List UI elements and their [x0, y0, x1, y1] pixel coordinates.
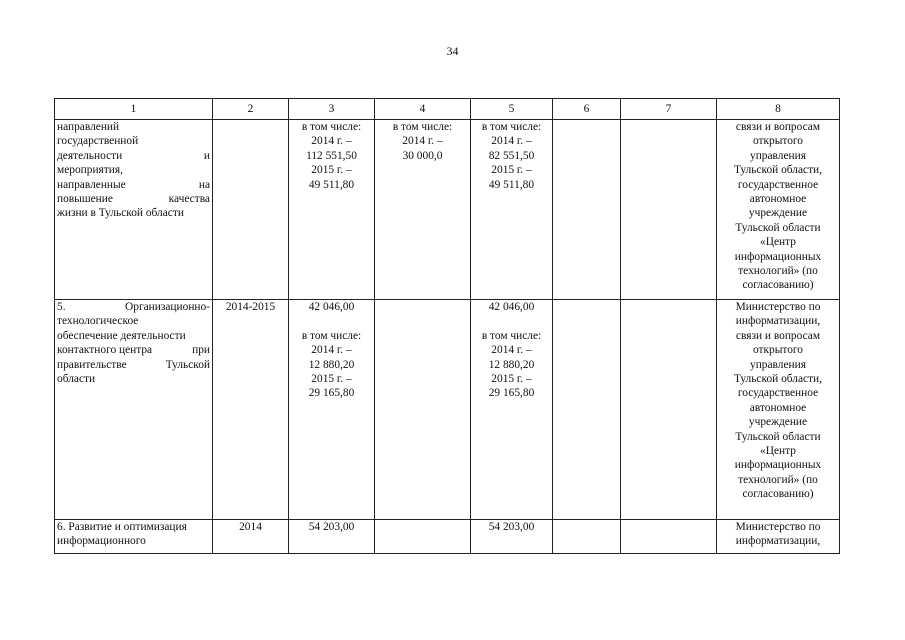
cell-line: «Центр: [760, 236, 796, 249]
cell-line: 2014 г. –: [311, 344, 352, 357]
cell-line: [57, 358, 210, 372]
cell-total-funding: [289, 300, 375, 520]
cell-line: автономное: [749, 401, 807, 414]
cell-word: правительстве: [57, 358, 127, 371]
header-cell: 1: [55, 99, 213, 120]
header-cell: 7: [621, 99, 717, 120]
cell-col7: [621, 300, 717, 520]
cell-total-funding: [289, 520, 375, 554]
cell-line: Министерство по: [735, 521, 821, 533]
cell-word: 5.: [57, 301, 66, 313]
amount-total: 54 203,00: [308, 521, 355, 533]
cell-line: 12 880,20: [308, 358, 355, 371]
cell-line: 29 165,80: [488, 387, 535, 400]
cell-line: 82 551,50: [488, 149, 535, 162]
cell-executor: [717, 120, 840, 300]
cell-line: 49 511,80: [308, 178, 355, 191]
table-row: [55, 120, 840, 300]
cell-line: в том числе:: [481, 329, 542, 342]
cell-line: учреждение: [748, 207, 808, 220]
cell-federal-funding: [375, 300, 471, 520]
cell-line: Тульской области: [735, 221, 821, 234]
cell-line: 30 000,0: [402, 149, 443, 162]
cell-regional-funding: [471, 520, 553, 554]
cell-line: 49 511,80: [488, 178, 535, 191]
cell-line: жизни в Тульской области: [57, 207, 184, 220]
cell-line: информатизации,: [735, 315, 821, 328]
cell-col7: [621, 120, 717, 300]
amount-total: 54 203,00: [488, 521, 535, 533]
cell-line: технологий» (по: [738, 265, 818, 278]
cell-line: управления: [750, 358, 806, 371]
cell-line: 2014 г. –: [402, 135, 443, 148]
cell-col6: [553, 300, 621, 520]
table-row: [55, 300, 840, 520]
cell-line: Тульской области,: [733, 164, 823, 177]
cell-line: мероприятия,: [57, 164, 123, 177]
program-table: [54, 98, 840, 554]
cell-line: Тульской области,: [733, 373, 823, 386]
cell-line: [57, 520, 210, 534]
cell-word: Организационно-: [125, 301, 210, 313]
cell-line: открытого: [752, 344, 803, 357]
cell-word: повышение: [57, 193, 113, 206]
cell-word: качества: [168, 193, 210, 206]
cell-line: государственное: [737, 387, 819, 400]
blank-line: [291, 314, 372, 328]
cell-line: [57, 343, 210, 357]
cell-executor: [717, 520, 840, 554]
cell-measure-name: [55, 300, 213, 520]
cell-line: технологий» (по: [738, 473, 818, 486]
cell-period: [213, 120, 289, 300]
blank-line: [473, 314, 550, 328]
cell-line: информационных: [734, 459, 822, 472]
cell-line: открытого: [752, 135, 803, 148]
table-header-row: [55, 99, 840, 120]
cell-line: согласованию): [742, 279, 814, 292]
cell-line: связи и вопросам: [735, 121, 821, 133]
cell-line: направлений: [57, 121, 120, 133]
cell-period: 2014: [213, 520, 289, 554]
cell-line: управления: [750, 149, 806, 162]
header-cell: 3: [289, 99, 375, 120]
cell-word: деятельности: [57, 149, 123, 162]
cell-word: и: [203, 149, 210, 162]
cell-line: 2015 г. –: [311, 164, 352, 177]
cell-line: Министерство по: [735, 301, 821, 313]
cell-measure-name: [55, 120, 213, 300]
cell-line: государственной: [57, 135, 139, 148]
cell-federal-funding: [375, 120, 471, 300]
page-number: 34: [446, 44, 459, 58]
cell-regional-funding: [471, 120, 553, 300]
cell-executor: [717, 300, 840, 520]
cell-line: области: [57, 373, 96, 386]
cell-line: 2015 г. –: [311, 373, 352, 386]
cell-line: в том числе:: [301, 329, 362, 342]
amount-total: 42 046,00: [488, 301, 535, 313]
cell-word: на: [198, 178, 210, 191]
cell-word: при: [192, 344, 210, 357]
cell-line: [57, 192, 210, 206]
cell-word: 6. Развитие и оптимизация: [57, 521, 187, 533]
cell-line: 2014 г. –: [491, 135, 532, 148]
cell-line: [57, 300, 210, 314]
header-cell: 4: [375, 99, 471, 120]
header-cell: 8: [717, 99, 840, 120]
cell-line: информатизации,: [735, 535, 821, 548]
cell-word: направленные: [57, 178, 126, 191]
cell-line: 112 551,50: [306, 149, 357, 162]
cell-line: технологическое: [57, 315, 139, 328]
cell-line: 2015 г. –: [491, 164, 532, 177]
header-cell: 5: [471, 99, 553, 120]
cell-line: согласованию): [742, 488, 814, 501]
cell-col6: [553, 120, 621, 300]
cell-word: Тульской: [165, 358, 210, 371]
cell-line: 2014 г. –: [311, 135, 352, 148]
cell-line: [57, 178, 210, 192]
cell-word: контактного центра: [57, 344, 153, 357]
table-row: [55, 520, 840, 554]
cell-line: [57, 149, 210, 163]
cell-line: Тульской области: [735, 430, 821, 443]
header-cell: 2: [213, 99, 289, 120]
cell-line: государственное: [737, 178, 819, 191]
header-cell: 6: [553, 99, 621, 120]
cell-line: в том числе:: [392, 121, 453, 133]
cell-col7: [621, 520, 717, 554]
cell-line: в том числе:: [481, 121, 542, 133]
cell-line: в том числе:: [301, 121, 362, 133]
cell-line: 29 165,80: [308, 387, 355, 400]
cell-line: автономное: [749, 193, 807, 206]
cell-col6: [553, 520, 621, 554]
cell-line: 12 880,20: [488, 358, 535, 371]
cell-line: 2014 г. –: [491, 344, 532, 357]
cell-line: связи и вопросам: [735, 329, 821, 342]
cell-regional-funding: [471, 300, 553, 520]
cell-total-funding: [289, 120, 375, 300]
amount-total: 42 046,00: [308, 301, 355, 313]
cell-period: 2014-2015: [213, 300, 289, 520]
cell-line: 2015 г. –: [491, 373, 532, 386]
cell-line: информационных: [734, 250, 822, 263]
cell-line: «Центр: [760, 445, 796, 458]
cell-line: обеспечение деятельности: [57, 329, 186, 342]
cell-line: информационного: [57, 535, 146, 548]
cell-line: учреждение: [748, 416, 808, 429]
cell-measure-name: [55, 520, 213, 554]
cell-federal-funding: [375, 520, 471, 554]
